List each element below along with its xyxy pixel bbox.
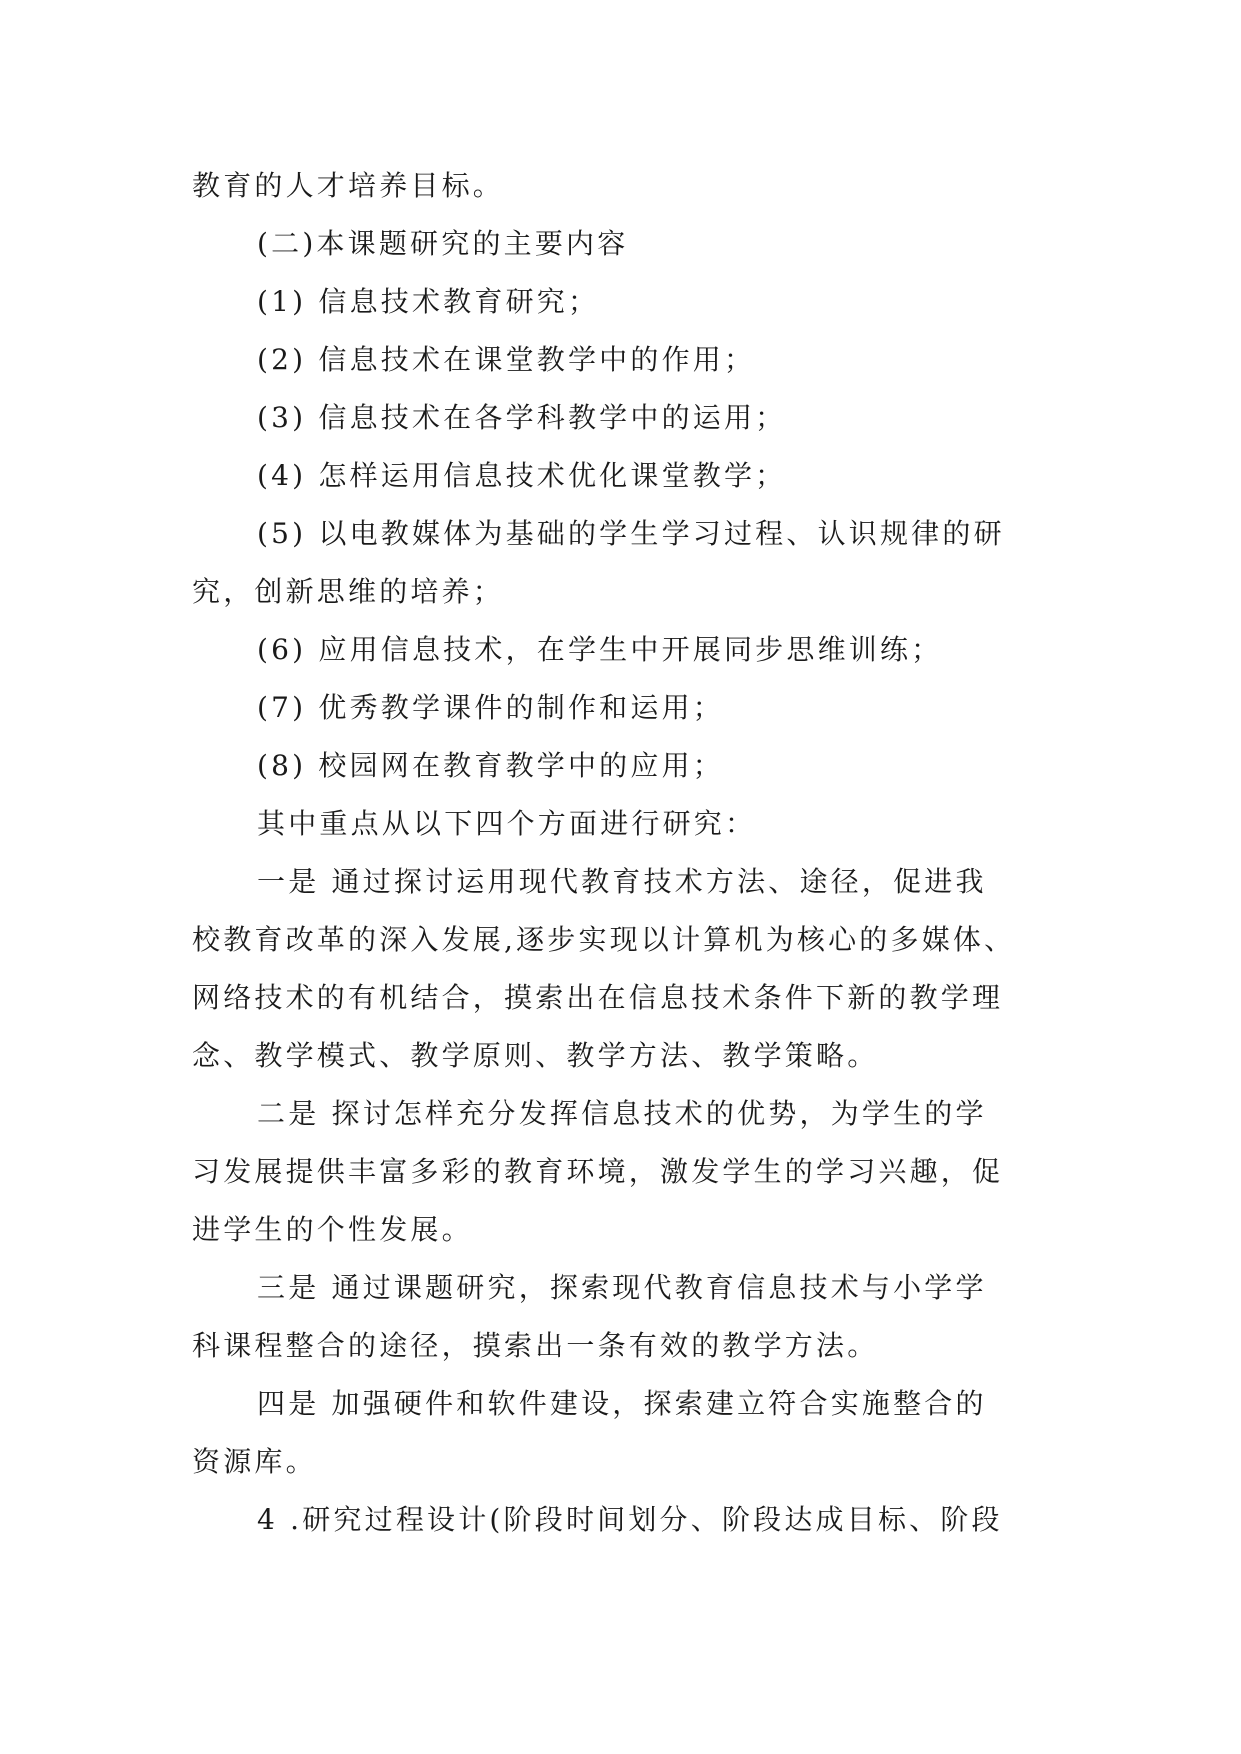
text-line: 三是 通过课题研究，探索现代教育信息技术与小学学 xyxy=(257,1271,987,1304)
text-line: 究，创新思维的培养； xyxy=(192,575,505,608)
text-line: (1) 信息技术教育研究； xyxy=(257,285,600,318)
text-line: (5) 以电教媒体为基础的学生学习过程、认识规律的研 xyxy=(257,517,1005,550)
text-line: 进学生的个性发展。 xyxy=(192,1213,473,1246)
text-line: 校教育改革的深入发展,逐步实现以计算机为核心的多媒体、 xyxy=(192,923,1016,956)
text-line: 四是 加强硬件和软件建设，探索建立符合实施整合的 xyxy=(257,1387,987,1420)
text-line: (8) 校园网在教育教学中的应用； xyxy=(257,749,724,782)
text-line: 资源库。 xyxy=(192,1445,317,1478)
text-line: (2) 信息技术在课堂教学中的作用； xyxy=(257,343,756,376)
text-line: (6) 应用信息技术，在学生中开展同步思维训练； xyxy=(257,633,943,666)
text-line: 一是 通过探讨运用现代教育技术方法、途径，促进我 xyxy=(257,865,987,898)
text-line: (4) 怎样运用信息技术优化课堂教学； xyxy=(257,459,787,492)
text-line: 教育的人才培养目标。 xyxy=(192,169,505,202)
text-line: (7) 优秀教学课件的制作和运用； xyxy=(257,691,724,724)
document-body xyxy=(192,157,1058,1549)
text-line: 念、教学模式、教学原则、教学方法、教学策略。 xyxy=(192,1039,879,1072)
text-line: 习发展提供丰富多彩的教育环境，激发学生的学习兴趣，促 xyxy=(192,1155,1004,1188)
text-line: 其中重点从以下四个方面进行研究： xyxy=(257,807,757,840)
text-line: (3) 信息技术在各学科教学中的运用； xyxy=(257,401,787,434)
text-line: 网络技术的有机结合，摸索出在信息技术条件下新的教学理 xyxy=(192,981,1004,1014)
text-line: 4 .研究过程设计(阶段时间划分、阶段达成目标、阶段 xyxy=(257,1503,1003,1536)
text-line: (二)本课题研究的主要内容 xyxy=(257,227,629,260)
text-line: 二是 探讨怎样充分发挥信息技术的优势，为学生的学 xyxy=(257,1097,987,1130)
text-line: 科课程整合的途径，摸索出一条有效的教学方法。 xyxy=(192,1329,879,1362)
